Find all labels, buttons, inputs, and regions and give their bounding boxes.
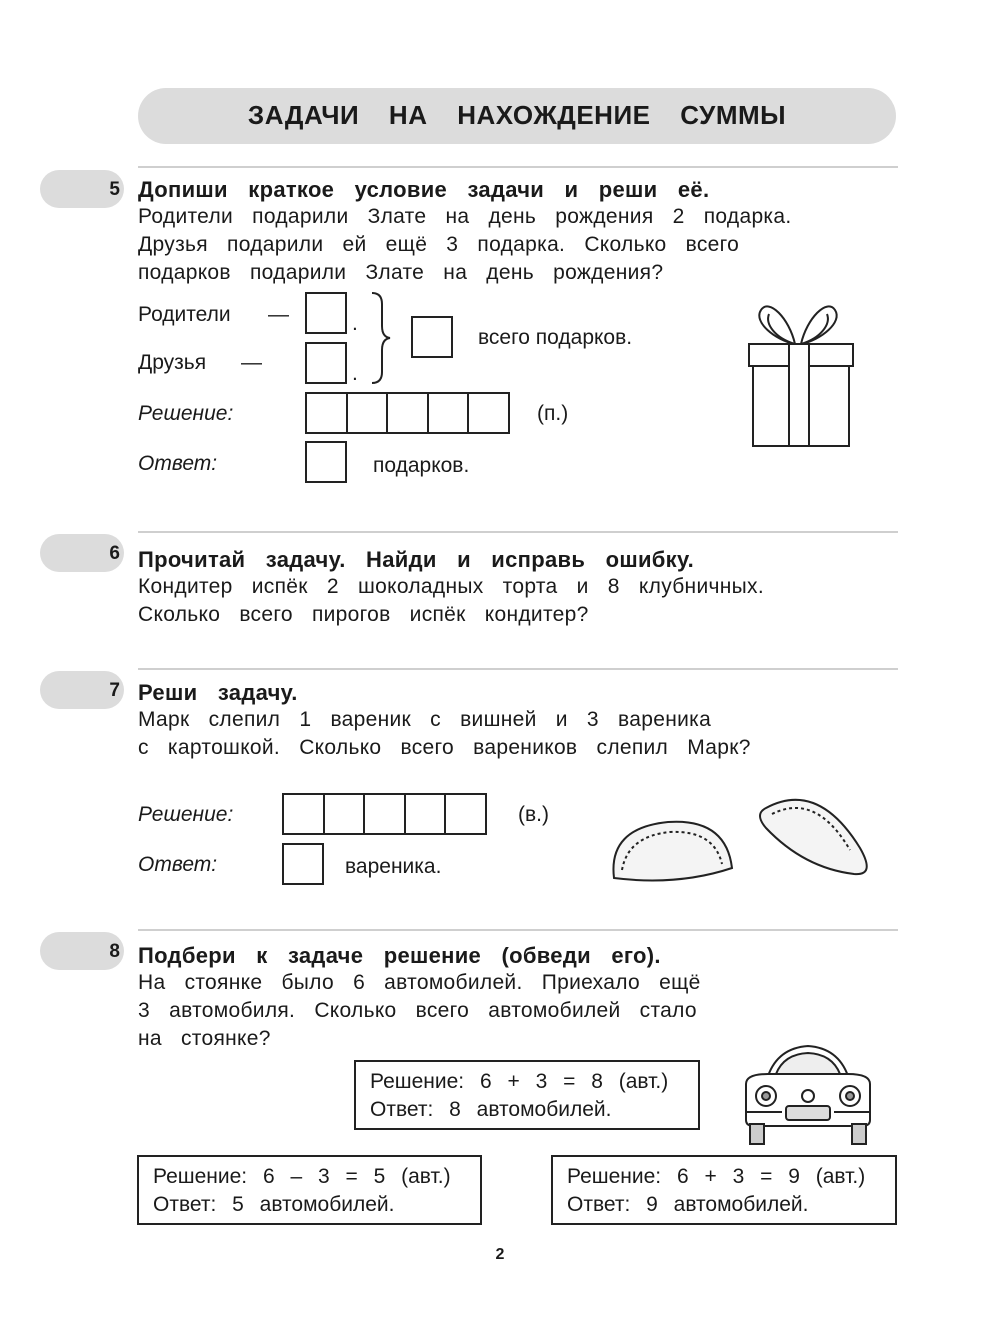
task-title: Реши задачу. [138, 680, 298, 705]
solution-cells[interactable] [282, 793, 487, 835]
brace-icon [368, 290, 394, 386]
task-text-line: Родители подарили Злате на день рождения 2 подарка. [138, 205, 792, 228]
task-text-line: Сколько всего пирогов испёк кондитер? [138, 603, 589, 626]
answer-unit: подарков. [373, 454, 470, 477]
answer-box[interactable] [305, 441, 347, 483]
solution-option-1[interactable] [354, 1060, 700, 1130]
answer-box[interactable] [282, 843, 324, 885]
section-divider [138, 166, 898, 168]
task-text-line: подарков подарили Злате на день рождения? [138, 261, 664, 284]
option-solution: Решение: 6 – 3 = 5 (авт.) [153, 1165, 451, 1188]
task-text-line: На стоянке было 6 автомобилей. Приехало ещё [138, 971, 701, 994]
solution-label: Решение: [138, 803, 234, 826]
task-title: Допиши краткое условие задачи и реши её. [138, 177, 710, 202]
solution-label: Решение: [138, 402, 234, 425]
dumplings-icon [608, 788, 878, 888]
row-label-parents: Родители [138, 303, 231, 326]
option-solution: Решение: 6 + 3 = 8 (авт.) [370, 1070, 669, 1093]
task-number: 7 [109, 680, 120, 701]
task-title: Подбери к задаче решение (обведи его). [138, 943, 661, 968]
task-number: 8 [109, 941, 120, 962]
option-answer: Ответ: 5 автомобилей. [153, 1193, 395, 1216]
task-number-badge [40, 534, 124, 572]
task-text-line: с картошкой. Сколько всего вареников слепил Марк? [138, 736, 751, 759]
dash: — [268, 303, 289, 326]
task-number-badge [40, 170, 124, 208]
total-label: всего подарков. [478, 326, 633, 349]
solution-unit: (п.) [537, 402, 569, 425]
task-text-line: на стоянке? [138, 1027, 271, 1050]
option-solution: Решение: 6 + 3 = 9 (авт.) [567, 1165, 866, 1188]
task-number: 6 [109, 543, 120, 564]
option-answer: Ответ: 9 автомобилей. [567, 1193, 809, 1216]
gift-box-icon [745, 300, 857, 450]
section-divider [138, 531, 898, 533]
page-title: ЗАДАЧИ НА НАХОЖДЕНИЕ СУММЫ [247, 100, 787, 130]
answer-label: Ответ: [138, 452, 218, 475]
task-text-line: Кондитер испёк 2 шоколадных торта и 8 клубничных. [138, 575, 764, 598]
car-icon [738, 1040, 878, 1148]
task-number: 5 [109, 179, 120, 200]
task-number-badge [40, 671, 124, 709]
solution-unit: (в.) [518, 803, 549, 826]
solution-cells[interactable] [305, 392, 510, 434]
page-number: 2 [495, 1246, 505, 1263]
task-text-line: Марк слепил 1 вареник с вишней и 3 вареника [138, 708, 712, 731]
section-divider [138, 668, 898, 670]
task-text-line: Друзья подарили ей ещё 3 подарка. Сколько всего [138, 233, 740, 256]
dot: . [352, 362, 358, 385]
solution-option-2[interactable] [137, 1155, 482, 1225]
dash: — [241, 351, 262, 374]
task-title: Прочитай задачу. Найди и исправь ошибку. [138, 547, 694, 572]
parents-answer-box[interactable] [305, 292, 347, 334]
dot: . [352, 312, 358, 335]
row-label-friends: Друзья [138, 351, 207, 374]
option-answer: Ответ: 8 автомобилей. [370, 1098, 612, 1121]
friends-answer-box[interactable] [305, 342, 347, 384]
task-text-line: 3 автомобиля. Сколько всего автомобилей стало [138, 999, 697, 1022]
task-number-badge [40, 932, 124, 970]
solution-option-3[interactable] [551, 1155, 897, 1225]
answer-unit: вареника. [345, 855, 442, 878]
section-divider [138, 929, 898, 931]
answer-label: Ответ: [138, 853, 218, 876]
total-answer-box[interactable] [411, 316, 453, 358]
